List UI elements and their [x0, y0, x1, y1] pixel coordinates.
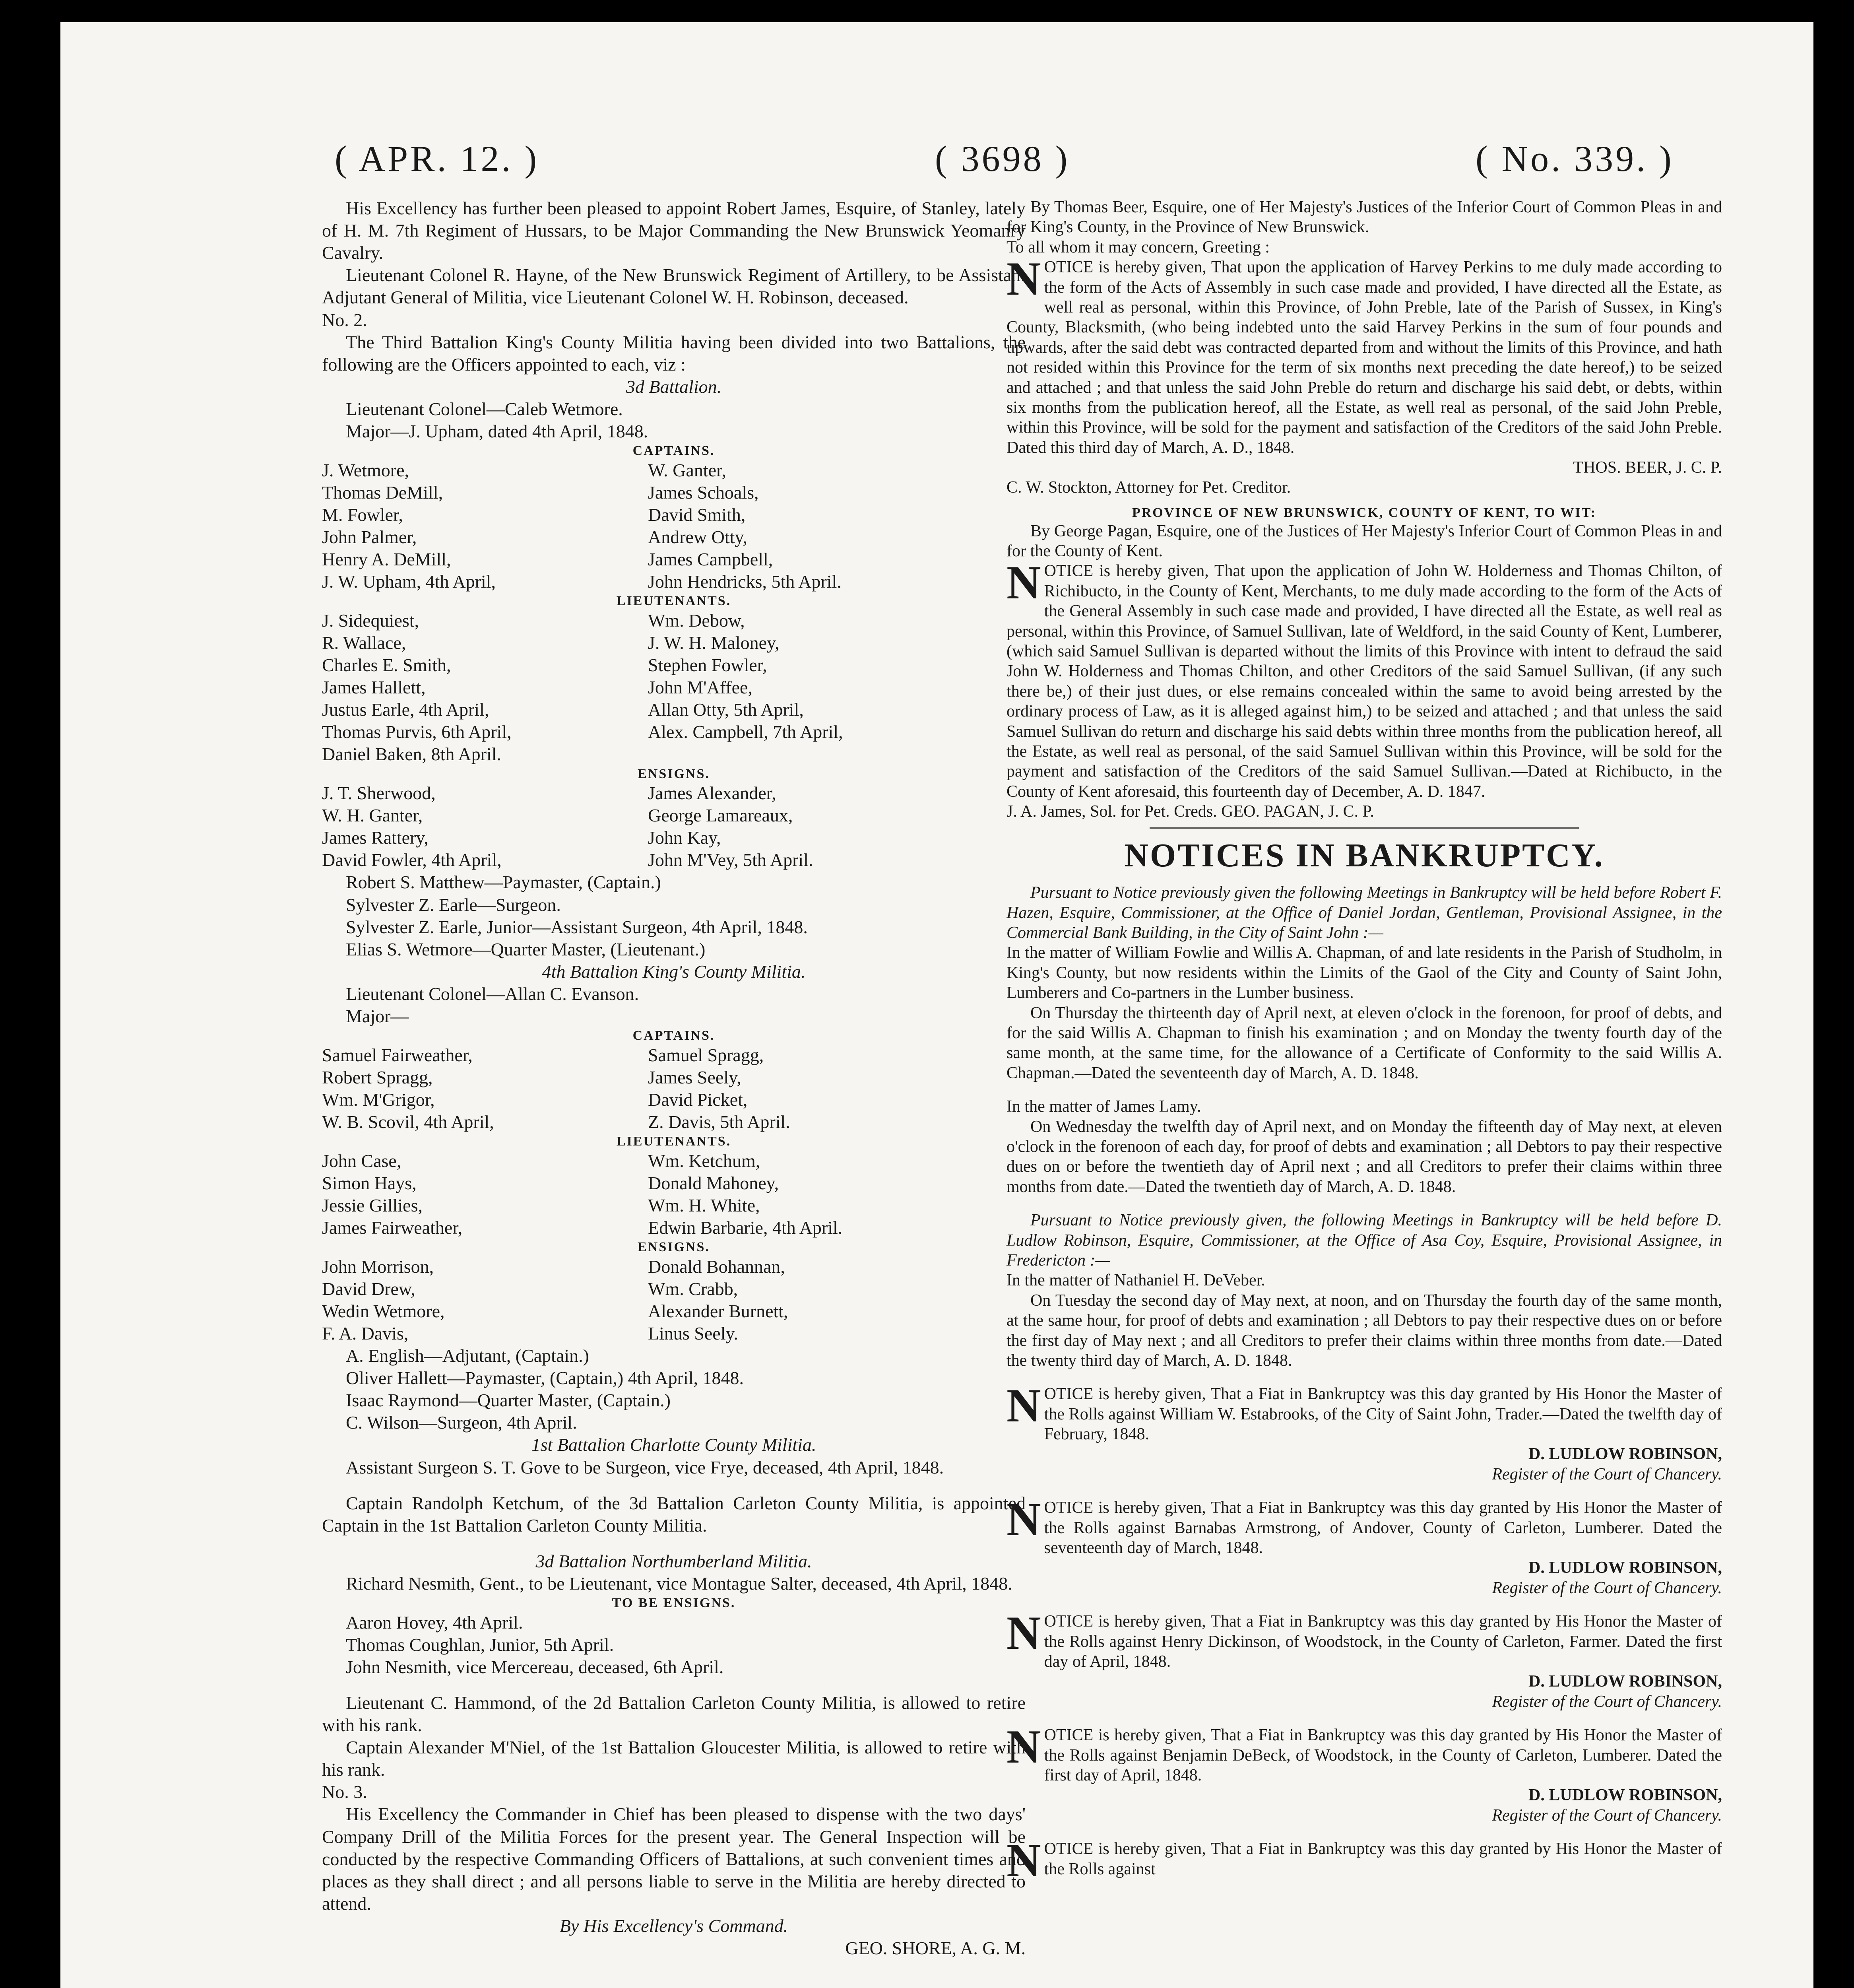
- text-paragraph: Register of the Court of Chancery.: [1492, 1465, 1722, 1483]
- officer-name-right: John Hendricks, 5th April.: [648, 571, 842, 592]
- section-subheading: PROVINCE OF NEW BRUNSWICK, COUNTY OF KENT, TO WIT:: [1132, 505, 1597, 520]
- text-paragraph: C. Wilson—Surgeon, 4th April.: [346, 1412, 577, 1433]
- officer-name-left: F. A. Davis,: [322, 1323, 409, 1343]
- officer-name-right: John Kay,: [648, 827, 721, 848]
- officer-name-left: Jessie Gillies,: [322, 1195, 423, 1215]
- text-paragraph: By George Pagan, Esquire, one of the Justices of Her Majesty's Inferior Court of Common Pleas in and for the County of Kent.: [1007, 522, 1722, 561]
- divider: [1150, 827, 1579, 829]
- officer-name-left: Robert Spragg,: [322, 1067, 433, 1087]
- text-paragraph: Pursuant to Notice previously given the following Meetings in Bankruptcy will be held before Robert F. Hazen, Esquire, Commissioner, at the Office of Daniel Jordan, Gentleman, Provisional Assignee, in the Commercial Bank Building, in the City of Saint John :—: [1007, 883, 1722, 942]
- right-column: [1007, 197, 1722, 1887]
- officer-name-right: Wm. Debow,: [648, 610, 745, 631]
- officer-name-left: James Rattery,: [322, 827, 429, 848]
- gazette-page: [60, 22, 1813, 1988]
- officer-row: [322, 504, 1026, 526]
- issue-number: ( No. 339. ): [1476, 138, 1674, 179]
- officer-name-left: W. B. Scovil, 4th April,: [322, 1112, 494, 1132]
- text-paragraph: Isaac Raymond—Quarter Master, (Captain.): [346, 1390, 671, 1411]
- officer-name-left: J. Sidequiest,: [322, 610, 419, 631]
- officer-row: [322, 1044, 1026, 1066]
- officer-name-left: R. Wallace,: [322, 632, 406, 653]
- text-paragraph: On Tuesday the second day of May next, at noon, and on Thursday the fourth day of the same month, at the same hour, for proof of debts and examination ; all Debtors to pay their respective dues on or before the first day of May next ; and all Creditors to prefer their claims within three months from date.—Dated the twenty third day of March, A. D. 1848.: [1007, 1291, 1722, 1370]
- officer-name-left: W. H. Ganter,: [322, 805, 423, 826]
- spacer: [1007, 1712, 1722, 1725]
- officer-row: [322, 1172, 1026, 1194]
- officer-name-left: J. T. Sherwood,: [322, 783, 436, 804]
- text-paragraph: Richard Nesmith, Gent., to be Lieutenant, vice Montague Salter, deceased, 4th April, 1848.: [346, 1573, 1012, 1594]
- notice-paragraph: NOTICE is hereby given, That a Fiat in Bankruptcy was this day granted by His Honor the Master of the Rolls against Barnabas Armstrong, of Andover, County of Carleton, Lumberer. Dated the seventeenth day of March, 1848.: [1007, 1493, 1722, 1557]
- officer-name-right: Linus Seely.: [648, 1323, 738, 1343]
- spacer: [1007, 1197, 1722, 1210]
- officer-name-left: James Hallett,: [322, 677, 426, 698]
- officer-name-left: Thomas Purvis, 6th April,: [322, 722, 512, 742]
- officer-row: [322, 1089, 1026, 1111]
- officer-name-right: John M'Affee,: [648, 677, 752, 698]
- officer-row: [322, 1278, 1026, 1300]
- officer-name-right: David Smith,: [648, 504, 746, 525]
- officer-row: [322, 654, 1026, 676]
- text-paragraph: D. LUDLOW ROBINSON,: [1528, 1559, 1722, 1577]
- officer-name-right: W. Ganter,: [648, 460, 727, 480]
- notice-paragraph: NOTICE is hereby given, That upon the application of John W. Holderness and Thomas Chilton, of Richibucto, in the County of Kent, Merchants, to me duly made according to the form of the Acts of the General Assembly in such case made and provided, I have directed all the Estate, as well real as personal, within this Province, of Samuel Sullivan, late of Weldford, in the said County of Kent, Lumberer, (which said Samuel Sullivan is departed without the limits of this Province with intent to defraud the said John W. Holderness and Thomas Chilton, and other Creditors of the said Samuel Sullivan, (if any such there be,) of their just dues, or else remains concealed within the same to avoid being arrested by the ordinary process of Law, as it is alleged against him,) to be seized and attached ; and that unless the said Samuel Sullivan do return and discharge his said debts within three months from the publication hereof, all the Estate, as well real as personal, of the said Samuel Sullivan within this Province, will be sold for the payment and satisfaction of the Creditors of the said Samuel Sullivan.—Dated at Richibucto, in the County of Kent aforesaid, this fourteenth day of December, A. D. 1847.: [1007, 556, 1722, 801]
- text-paragraph: Thomas Coughlan, Junior, 5th April.: [346, 1634, 614, 1655]
- spacer: [1007, 1484, 1722, 1498]
- officer-row: [322, 721, 1026, 743]
- officer-name-left: John Case,: [322, 1150, 401, 1171]
- text-paragraph: Major—J. Upham, dated 4th April, 1848.: [346, 421, 648, 442]
- text-paragraph: Lieutenant C. Hammond, of the 2d Battalion Carleton County Militia, is allowed to retire with his rank.: [322, 1692, 1026, 1735]
- text-paragraph: Oliver Hallett—Paymaster, (Captain,) 4th April, 1848.: [346, 1368, 744, 1388]
- officer-name-right: George Lamareaux,: [648, 805, 793, 826]
- text-paragraph: Lieutenant Colonel—Allan C. Evanson.: [346, 984, 639, 1004]
- notice-paragraph: NOTICE is hereby given, That upon the application of Harvey Perkins to me duly made according to the form of the Acts of Assembly in such case made and provided, I have directed all the Estate, as well real as personal, within this Province, of John Preble, late of the Parish of Sussex, in King's County, Blacksmith, (who being indebted unto the said Harvey Perkins in the sum of four pounds and upwards, after the said debt was contracted departed from and without the limits of this Province, and hath not resided within this Province for the term of six months next preceding the date hereof,) to be seized and attached ; and that unless the said John Preble do return and discharge his said debt, or debts, within six months from the publication hereof, all the Estate, as well real as personal, of the said John Preble, within this Province, will be sold for the payment and satisfaction of the Creditors of the said John Preble. Dated this third day of March, A. D., 1848.: [1007, 252, 1722, 457]
- left-column: [322, 197, 1026, 1959]
- text-paragraph: In the matter of William Fowlie and Willis A. Chapman, of and late residents in the Parish of Studholm, in King's County, but now residents within the Limits of the Gaol of the City and County of Saint John, Lumberers and Co-partners in the Lumber business.: [1007, 944, 1722, 1002]
- officer-name-right: Andrew Otty,: [648, 527, 747, 547]
- officer-row: [322, 676, 1026, 699]
- officer-row: [322, 1194, 1026, 1217]
- text-paragraph: D. LUDLOW ROBINSON,: [1528, 1445, 1722, 1464]
- section-heading: NOTICES IN BANKRUPTCY.: [1124, 837, 1604, 874]
- spacer: [1007, 498, 1722, 505]
- text-paragraph: By Thomas Beer, Esquire, one of Her Majesty's Justices of the Inferior Court of Common Pleas in and for King's County, in the Province of New Brunswick.: [1007, 198, 1722, 237]
- text-paragraph: Pursuant to Notice previously given, the following Meetings in Bankruptcy will be held before D. Ludlow Robinson, Esquire, Commissioner, at the Office of Asa Coy, Esquire, Provisional Assignee, in Fredericton :—: [1007, 1211, 1722, 1270]
- officer-name-right: Donald Mahoney,: [648, 1173, 779, 1193]
- officer-name-left: M. Fowler,: [322, 504, 403, 525]
- text-paragraph: Lieutenant Colonel—Caleb Wetmore.: [346, 398, 623, 419]
- officer-row: [322, 526, 1026, 548]
- section-subheading: TO BE ENSIGNS.: [612, 1596, 736, 1611]
- officer-name-right: Alexander Burnett,: [648, 1301, 788, 1321]
- section-subheading: LIEUTENANTS.: [616, 1134, 731, 1149]
- officer-name-right: Wm. H. White,: [648, 1195, 760, 1215]
- text-paragraph: By His Excellency's Command.: [559, 1915, 788, 1936]
- section-subheading: ENSIGNS.: [638, 1240, 710, 1255]
- text-paragraph: Robert S. Matthew—Paymaster, (Captain.): [346, 872, 661, 893]
- officer-row: [322, 1066, 1026, 1089]
- text-paragraph: Register of the Court of Chancery.: [1492, 1692, 1722, 1711]
- officer-name-right: James Campbell,: [648, 549, 773, 570]
- officer-row: [322, 632, 1026, 654]
- officer-row: [322, 1150, 1026, 1172]
- text-paragraph: 3d Battalion Northumberland Militia.: [535, 1551, 812, 1571]
- officer-row: [322, 571, 1026, 593]
- spacer: [1007, 1371, 1722, 1384]
- text-paragraph: C. W. Stockton, Attorney for Pet. Creditor.: [1007, 478, 1291, 497]
- officer-name-right: Edwin Barbarie, 4th April.: [648, 1217, 843, 1238]
- officer-name-right: Stephen Fowler,: [648, 655, 767, 676]
- notice-paragraph: NOTICE is hereby given, That a Fiat in Bankruptcy was this day granted by His Honor the Master of the Rolls against: [1007, 1834, 1722, 1887]
- officer-row: [322, 610, 1026, 632]
- officer-name-right: Wm. Ketchum,: [648, 1150, 760, 1171]
- officer-row: [322, 459, 1026, 481]
- officer-name-left: Wedin Wetmore,: [322, 1301, 445, 1321]
- text-paragraph: A. English—Adjutant, (Captain.): [346, 1345, 589, 1366]
- officer-name-left: Justus Earle, 4th April,: [322, 699, 489, 720]
- officer-row: [322, 548, 1026, 571]
- text-paragraph: THOS. BEER, J. C. P.: [1573, 458, 1722, 477]
- text-paragraph: In the matter of Nathaniel H. DeVeber.: [1007, 1271, 1265, 1290]
- officer-name-left: John Palmer,: [322, 527, 417, 547]
- officer-row: [322, 1111, 1026, 1133]
- text-paragraph: His Excellency has further been pleased to appoint Robert James, Esquire, of Stanley, lately of H. M. 7th Regiment of Hussars, to be Major Commanding the New Brunswick Yeomanry Cavalry.: [322, 198, 1026, 263]
- spacer: [1007, 1083, 1722, 1097]
- officer-name-right: Allan Otty, 5th April,: [648, 699, 804, 720]
- page-number: ( 3698 ): [935, 138, 1070, 179]
- officer-name-right: James Seely,: [648, 1067, 741, 1087]
- notice-paragraph: NOTICE is hereby given, That a Fiat in Bankruptcy was this day granted by His Honor the Master of the Rolls against William W. Estabrooks, of the City of Saint John, Trader.—Dated the twelfth day of February, 1848.: [1007, 1379, 1722, 1444]
- text-paragraph: The Third Battalion King's County Militia having been divided into two Battalions, the following are the Officers appointed to each, viz :: [322, 332, 1026, 375]
- spacer: [322, 1678, 1026, 1692]
- text-paragraph: To all whom it may concern, Greeting :: [1007, 238, 1270, 256]
- officer-row: [322, 782, 1026, 804]
- officer-name-right: John M'Vey, 5th April.: [648, 850, 813, 870]
- text-paragraph: On Thursday the thirteenth day of April next, at eleven o'clock in the forenoon, for proof of debts, and for the said Willis A. Chapman to finish his examination ; and on Monday the twenty fourth day of the same month, at the same time, for the allowance of a Certificate of Conformity to the said Willis A. Chapman.—Dated the seventeenth day of March, A. D. 1848.: [1007, 1004, 1722, 1082]
- officer-name-left: David Fowler, 4th April,: [322, 850, 502, 870]
- officer-name-left: Wm. M'Grigor,: [322, 1089, 435, 1110]
- section-subheading: CAPTAINS.: [632, 1028, 715, 1043]
- text-paragraph: 1st Battalion Charlotte County Militia.: [531, 1435, 816, 1455]
- officer-name-left: David Drew,: [322, 1278, 415, 1299]
- officer-name-right: J. W. H. Maloney,: [648, 632, 780, 653]
- notice-paragraph: NOTICE is hereby given, That a Fiat in Bankruptcy was this day granted by His Honor the Master of the Rolls against Benjamin DeBeck, of Woodstock, in the County of Carleton, Lumberer. Dated the first day of April, 1848.: [1007, 1720, 1722, 1784]
- officer-name-right: James Schoals,: [648, 482, 759, 503]
- text-paragraph: 4th Battalion King's County Militia.: [542, 961, 806, 982]
- officer-row: [322, 481, 1026, 504]
- officer-row: [322, 743, 1026, 765]
- officer-name-left: Thomas DeMill,: [322, 482, 443, 503]
- text-paragraph: Lieutenant Colonel R. Hayne, of the New Brunswick Regiment of Artillery, to be Assistant Adjutant General of Militia, vice Lieutenant Colonel W. H. Robinson, deceased.: [322, 265, 1026, 308]
- officer-name-right: Wm. Crabb,: [648, 1278, 738, 1299]
- officer-name-right: Donald Bohannan,: [648, 1256, 785, 1277]
- text-paragraph: John Nesmith, vice Mercereau, deceased, 6th April.: [346, 1656, 724, 1677]
- text-paragraph: GEO. SHORE, A. G. M.: [845, 1938, 1026, 1959]
- text-paragraph: 3d Battalion.: [626, 376, 722, 397]
- text-paragraph: Captain Randolph Ketchum, of the 3d Battalion Carleton County Militia, is appointed Captain in the 1st Battalion Carleton County Militia.: [322, 1493, 1026, 1536]
- text-paragraph: Aaron Hovey, 4th April.: [346, 1612, 523, 1633]
- officer-row: [322, 1300, 1026, 1322]
- text-paragraph: Assistant Surgeon S. T. Gove to be Surgeon, vice Frye, deceased, 4th April, 1848.: [346, 1457, 944, 1477]
- officer-name-right: Z. Davis, 5th April.: [648, 1112, 790, 1132]
- text-paragraph: Sylvester Z. Earle, Junior—Assistant Surgeon, 4th April, 1848.: [346, 916, 808, 937]
- text-paragraph: Major—: [346, 1006, 409, 1027]
- officer-name-left: Simon Hays,: [322, 1173, 417, 1193]
- spacer: [322, 1537, 1026, 1550]
- text-paragraph: Register of the Court of Chancery.: [1492, 1578, 1722, 1597]
- text-paragraph: Captain Alexander M'Niel, of the 1st Battalion Gloucester Militia, is allowed to retire with his rank.: [322, 1737, 1026, 1780]
- text-paragraph: No. 2.: [322, 309, 367, 330]
- text-paragraph: J. A. James, Sol. for Pet. Creds. GEO. PAGAN, J. C. P.: [1007, 802, 1374, 821]
- text-paragraph: D. LUDLOW ROBINSON,: [1528, 1786, 1722, 1805]
- notice-paragraph: NOTICE is hereby given, That a Fiat in Bankruptcy was this day granted by His Honor the Master of the Rolls against Henry Dickinson, of Woodstock, in the County of Carleton, Farmer. Dated the first day of April, 1848.: [1007, 1606, 1722, 1671]
- text-paragraph: No. 3.: [322, 1782, 367, 1802]
- officer-row: [322, 699, 1026, 721]
- text-paragraph: In the matter of James Lamy.: [1007, 1097, 1201, 1116]
- text-paragraph: Register of the Court of Chancery.: [1492, 1806, 1722, 1825]
- officer-name-left: Samuel Fairweather,: [322, 1044, 473, 1065]
- spacer: [322, 1479, 1026, 1492]
- text-paragraph: D. LUDLOW ROBINSON,: [1528, 1672, 1722, 1691]
- officer-name-left: Daniel Baken, 8th April.: [322, 744, 501, 765]
- officer-name-left: J. W. Upham, 4th April,: [322, 571, 496, 592]
- text-paragraph: His Excellency the Commander in Chief has been pleased to dispense with the two days' Company Drill of the Militia Forces for the present year. The General Inspection will be conducted by the respective Commanding Officers of Battalions, at such convenient times and places as they shall direct ; and all persons liable to serve in the Militia are hereby directed to attend.: [322, 1804, 1026, 1914]
- section-subheading: CAPTAINS.: [632, 443, 715, 458]
- officer-name-left: J. Wetmore,: [322, 460, 409, 480]
- officer-row: [322, 1256, 1026, 1278]
- officer-name-right: [648, 743, 1026, 765]
- officer-name-left: John Morrison,: [322, 1256, 434, 1277]
- officer-row: [322, 1217, 1026, 1239]
- section-subheading: ENSIGNS.: [638, 766, 710, 781]
- text-paragraph: On Wednesday the twelfth day of April next, and on Monday the fifteenth day of May next, at eleven o'clock in the forenoon of each day, for proof of debts and examination ; all Debtors to pay their respective dues on or before the twentieth day of April next ; and all Creditors to prefer their claims within three months from date.—Dated the twentieth day of March, A. D. 1848.: [1007, 1117, 1722, 1196]
- officer-name-right: James Alexander,: [648, 783, 776, 804]
- officer-name-right: Samuel Spragg,: [648, 1044, 764, 1065]
- spacer: [1007, 1598, 1722, 1611]
- officer-row: [322, 804, 1026, 827]
- text-paragraph: Elias S. Wetmore—Quarter Master, (Lieutenant.): [346, 939, 706, 959]
- officer-name-left: Charles E. Smith,: [322, 655, 451, 676]
- officer-row: [322, 849, 1026, 871]
- officer-name-left: Henry A. DeMill,: [322, 549, 451, 570]
- text-paragraph: Sylvester Z. Earle—Surgeon.: [346, 894, 561, 915]
- officer-name-left: James Fairweather,: [322, 1217, 463, 1238]
- spacer: [1007, 1825, 1722, 1839]
- officer-name-right: David Picket,: [648, 1089, 748, 1110]
- issue-date: ( APR. 12. ): [335, 138, 539, 179]
- officer-row: [322, 827, 1026, 849]
- officer-row: [322, 1322, 1026, 1345]
- officer-name-right: Alex. Campbell, 7th April,: [648, 722, 843, 742]
- section-subheading: LIEUTENANTS.: [616, 594, 731, 609]
